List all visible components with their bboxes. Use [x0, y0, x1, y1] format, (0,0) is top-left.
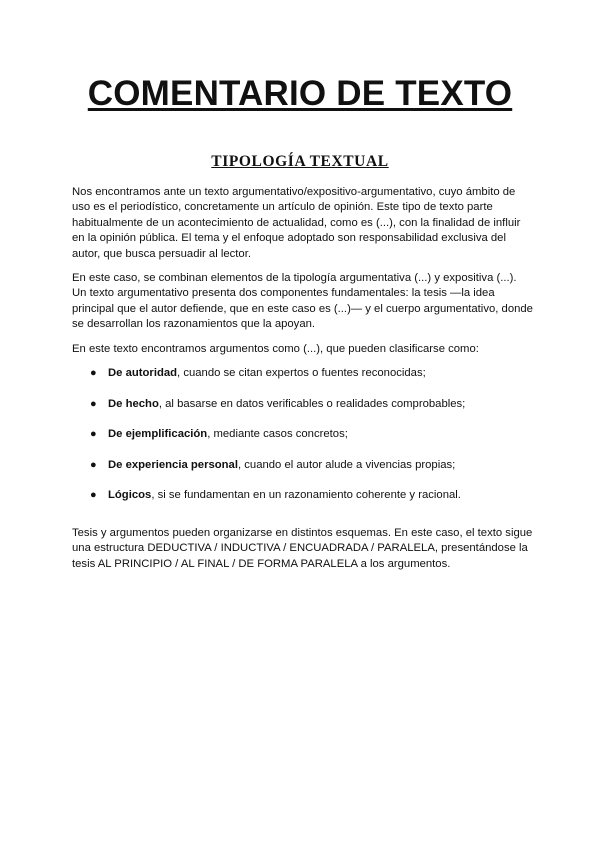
argument-term: De hecho: [108, 397, 159, 410]
argument-description: , mediante casos concretos;: [207, 428, 348, 440]
argument-description: , al basarse en datos verificables o realidades comprobables;: [158, 397, 466, 410]
intro-paragraph: Nos encontramos ante un texto argumentativo/expositivo-argumentativo, cuyo ámbito de uso es el periodístico, concretamente un artículo de opinión. Este tipo de texto parte habitualmente de un acontecimiento de actualidad, como es (...), con la finalidad de influir en la opinión pública. El tema y el enfoque adoptado son responsabilidad exclusiva del autor, que busca persuadir al lector.: [72, 186, 521, 260]
argument-term: De autoridad: [108, 367, 178, 379]
argument-list: [72, 366, 534, 519]
argument-description: , cuando el autor alude a vivencias propias;: [237, 458, 456, 471]
argument-description: , si se fundamentan en un razonamiento coherente y racional.: [151, 489, 461, 501]
argument-term: De experiencia personal: [108, 458, 238, 471]
bullet-icon: ●: [90, 397, 97, 410]
bullet-icon: ●: [90, 428, 97, 440]
bullet-icon: ●: [90, 458, 97, 471]
list-item: [72, 366, 534, 397]
argument-term: De ejemplificación: [108, 428, 208, 440]
page-title: COMENTARIO DE TEXTO: [87, 74, 513, 113]
argument-description: , cuando se citan expertos o fuentes reconocidas;: [177, 367, 426, 379]
list-item: [72, 458, 534, 489]
list-item: [72, 427, 534, 458]
arguments-intro-paragraph: En este texto encontramos argumentos como (...), que pueden clasificarse como:: [72, 343, 479, 355]
bullet-icon: ●: [90, 367, 97, 379]
bullet-icon: ●: [90, 489, 97, 501]
argument-term: Lógicos: [108, 489, 152, 501]
typology-paragraph: En este caso, se combinan elementos de la tipología argumentativa (...) y expositiva (...). Un texto argumentativo presenta dos componentes fundamentales: la tesis —la idea principal que el autor defiende, que en este caso es (...)— y el cuerpo argumentativo, donde se desarrollan los razonamientos que la apoyan.: [72, 272, 533, 331]
list-item: [72, 488, 534, 519]
section-title: TIPOLOGÍA TEXTUAL: [211, 153, 389, 170]
list-item: [72, 397, 534, 428]
structure-paragraph: Tesis y argumentos pueden organizarse en distintos esquemas. En este caso, el texto sigue una estructura DEDUCTIVA / INDUCTIVA / ENCUADRADA / PARALELA, presentándose la tesis AL PRINCIPIO / AL FINAL / DE FORMA PARALELA a los argumentos.: [72, 527, 533, 570]
